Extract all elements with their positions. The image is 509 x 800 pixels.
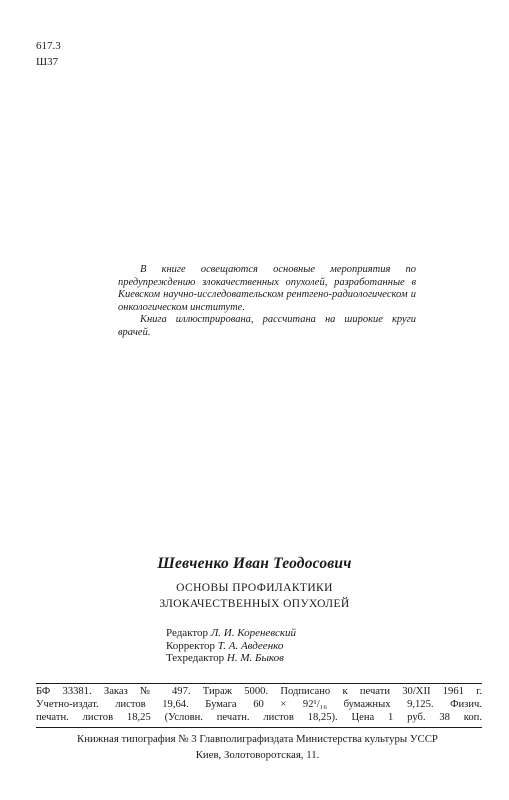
imprint-line: печатн. листов 18,25 (Условн. печатн. листов 18,25). Цена 1 руб. 38 коп. <box>36 712 482 723</box>
imprint-top-rule <box>36 683 482 684</box>
credit-name: Л. И. Кореневский <box>210 627 296 639</box>
credit-name: Н. М. Быков <box>226 652 284 664</box>
credit-line <box>166 627 296 640</box>
credit-role: Редактор <box>166 627 209 639</box>
imprint-line: Учетно-издат. листов 19,64. Бумага 60 × 92¹/₁₆ бумажных 9,125. Физич. <box>36 699 482 710</box>
printer-name: Книжная типография № 3 Главполиграфиздата Министерства культуры УССР <box>77 733 438 745</box>
imprint-line: БФ 33381. Заказ № 497. Тираж 5000. Подписано к печати 30/XII 1961 г. <box>36 686 482 697</box>
udc-code: 617.3 <box>36 40 61 52</box>
credit-role: Техредактор <box>166 652 225 664</box>
credit-line <box>166 652 296 665</box>
book-annotation <box>118 264 416 339</box>
imprint-bottom-rule <box>36 727 482 728</box>
credit-role: Корректор <box>166 639 216 652</box>
library-classification <box>36 38 61 70</box>
printer-info <box>30 731 485 763</box>
cutter-code: Ш37 <box>36 56 59 68</box>
credit-name: Т. А. Авдеенко <box>217 639 284 652</box>
title-line: ОСНОВЫ ПРОФИЛАКТИКИ <box>176 582 333 594</box>
publication-imprint <box>36 685 482 724</box>
book-title <box>0 580 509 612</box>
title-line: ЗЛОКАЧЕСТВЕННЫХ ОПУХОЛЕЙ <box>159 598 350 610</box>
printer-address: Киев, Золотоворотская, 11. <box>195 749 320 761</box>
annotation-paragraph: В книге освещаются основные мероприятия по предупреждению злокачественных опухолей, разработанные в Киевском научно-исследовательском рентгено-радиологическом и онкологическом институте. <box>118 264 416 313</box>
author-name: Шевченко Иван Теодосович <box>157 555 352 572</box>
editorial-credits <box>166 627 296 665</box>
credit-line <box>166 640 296 653</box>
annotation-paragraph: Книга иллюстрирована, рассчитана на широкие круги врачей. <box>118 314 416 338</box>
